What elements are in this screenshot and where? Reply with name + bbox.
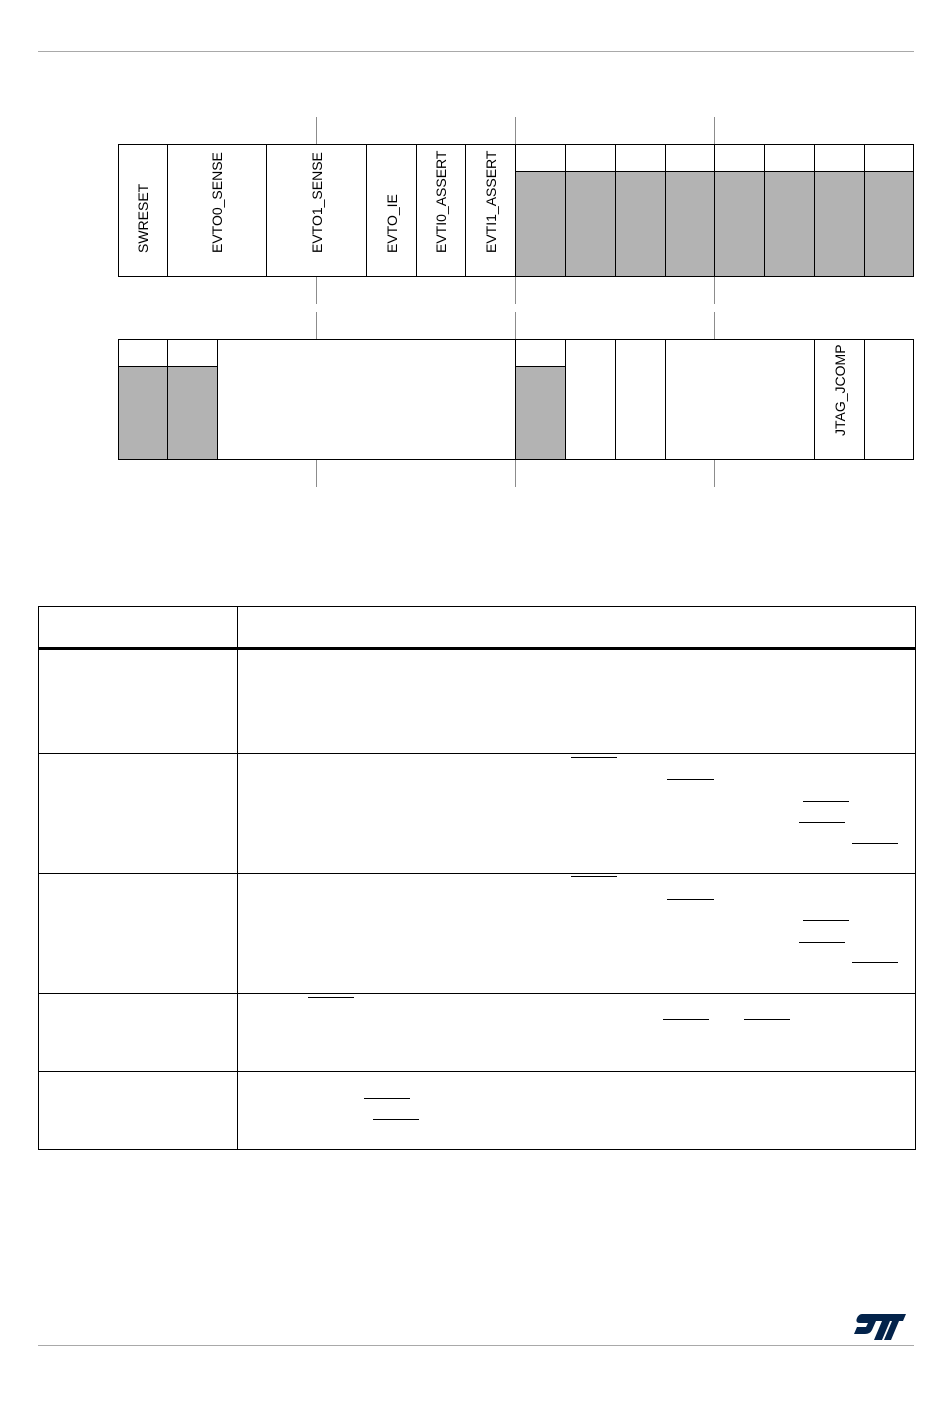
field-blank [864,339,914,460]
field-reserved [864,144,914,277]
bit-tick [515,277,516,304]
field-reserved [565,144,615,277]
field-evto0-sense [167,144,266,277]
field-evto-ie [366,144,416,277]
field-reserved [764,144,814,277]
bit-tick [714,277,715,304]
header-cell [39,607,238,649]
field-reserved [167,339,217,460]
table-row [39,874,916,994]
header-rule [38,51,914,52]
overline-mark [803,801,849,802]
overline-mark [852,962,898,963]
field-jtag-jcomp [814,339,864,460]
field-reserved [665,144,714,277]
bit-tick [316,312,317,340]
bit-tick [515,117,516,145]
table-row [39,754,916,874]
field-reserved [714,144,764,277]
bit-tick [316,460,317,487]
field-wide [217,339,515,460]
table-row [39,1072,916,1150]
register-high [118,144,914,277]
register-low [118,339,914,460]
field-label: JTAG_JCOMP [831,344,848,436]
overline-mark [571,757,617,758]
field-reserved [515,339,565,460]
table-header-row [39,607,916,649]
bit-tick [316,117,317,145]
field-reserved [515,144,565,277]
field-description-table [38,606,916,1150]
overline-mark [852,843,898,844]
footer-rule [38,1345,914,1346]
field-reserved [615,144,665,277]
table-row [39,649,916,754]
field-label: SWRESET [134,183,151,253]
field-reserved [814,144,864,277]
overline-mark [799,942,845,943]
overline-mark [364,1098,410,1099]
header-cell [238,607,916,649]
bit-tick [714,117,715,145]
overline-mark [667,779,714,780]
bit-tick [515,312,516,340]
overline-mark [663,1019,709,1020]
overline-mark [803,920,849,921]
overline-mark [744,1019,790,1020]
field-blank [615,339,665,460]
field-evti1-assert [465,144,515,277]
field-evti0-assert [416,144,465,277]
field-wide [665,339,814,460]
field-blank [565,339,615,460]
overline-mark [799,822,845,823]
bit-tick [316,277,317,304]
field-reserved [118,339,167,460]
field-label: EVTI1_ASSERT [482,150,499,253]
field-label: EVTO0_SENSE [209,152,225,253]
bit-tick [515,460,516,487]
overline-mark [571,876,617,877]
bit-tick [714,312,715,340]
overline-mark [308,997,354,998]
field-evto1-sense [266,144,366,277]
overline-mark [373,1119,419,1120]
st-logo-icon [852,1312,908,1342]
field-swreset [118,144,167,277]
field-label: EVTO1_SENSE [308,152,325,253]
overline-mark [667,899,714,900]
table-row [39,994,916,1072]
bit-tick [714,460,715,487]
field-label: EVTI0_ASSERT [433,150,449,253]
field-label: EVTO_IE [383,194,400,253]
